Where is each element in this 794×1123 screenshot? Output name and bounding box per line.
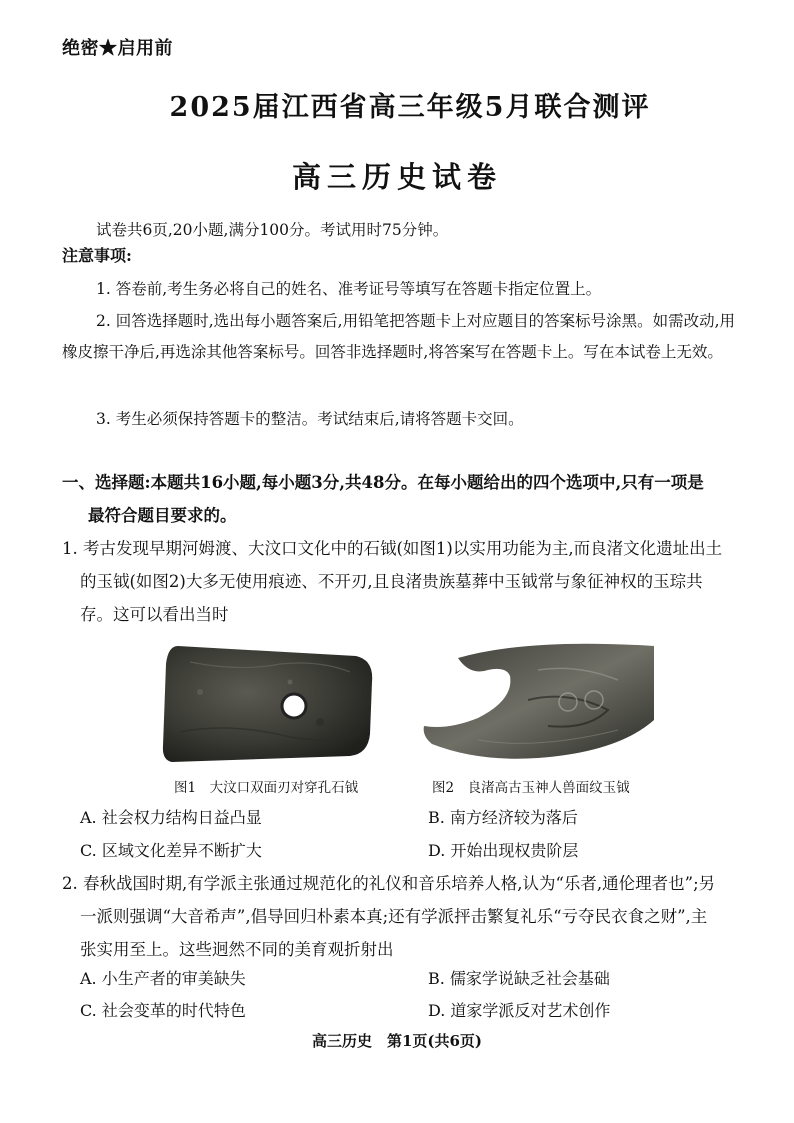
notice-heading: 注意事项: (62, 246, 132, 265)
option-b: B. 南方经济较为落后 (428, 808, 578, 827)
option-d: D. 道家学派反对艺术创作 (428, 1001, 611, 1020)
stone-axe-image (160, 642, 378, 764)
option-a: A. 小生产者的审美缺失 (80, 969, 246, 988)
notice-item: 1. 答卷前,考生务必将自己的姓名、准考证号等填写在答题卡指定位置上。 (96, 280, 602, 298)
question-line: 存。这可以看出当时 (80, 605, 229, 624)
figure-1-caption: 图1 大汶口双面刃对穿孔石钺 (174, 780, 359, 796)
section-heading-line: 一、选择题:本题共16小题,每小题3分,共48分。在每小题给出的四个选项中,只有一项是 (62, 473, 704, 492)
option-a: A. 社会权力结构日益凸显 (80, 808, 262, 827)
question-line: 2. 春秋战国时期,有学派主张通过规范化的礼仪和音乐培养人格,认为“乐者,通伦理者也”;另 (62, 874, 716, 893)
section-heading-line: 最符合题目要求的。 (88, 506, 237, 525)
notice-item: 3. 考生必须保持答题卡的整洁。考试结束后,请将答题卡交回。 (96, 410, 524, 428)
question-line: 一派则强调“大音希声”,倡导回归朴素本真;还有学派抨击繁复礼乐“亏夺民衣食之财”,主 (80, 907, 708, 926)
question-line: 张实用至上。这些迥然不同的美育观折射出 (80, 940, 394, 959)
option-b: B. 儒家学说缺乏社会基础 (428, 969, 610, 988)
question-line: 的玉钺(如图2)大多无使用痕迹、不开刃,且良渚贵族墓葬中玉钺常与象征神权的玉琮共 (80, 572, 703, 591)
notice-item: 2. 回答选择题时,选出每小题答案后,用铅笔把答题卡上对应题目的答案标号涂黑。如需改动,用橡皮擦干净后,再选涂其他答案标号。回答非选择题时,将答案写在答题卡上。写在本试卷上无效。 (62, 312, 735, 361)
figure-2-caption: 图2 良渚高古玉神人兽面纹玉钺 (432, 780, 630, 796)
question-1-stem (62, 532, 742, 631)
option-c: C. 区域文化差异不断扩大 (80, 841, 262, 860)
option-d: D. 开始出现权贵阶层 (428, 841, 579, 860)
option-c: C. 社会变革的时代特色 (80, 1001, 246, 1020)
question-line: 1. 考古发现早期河姆渡、大汶口文化中的石钺(如图1)以实用功能为主,而良渚文化遗址出土 (62, 539, 723, 558)
jade-axe-image (418, 640, 658, 768)
question-2-stem (62, 867, 742, 966)
section-heading (62, 466, 742, 532)
page-footer: 高三历史 第1页(共6页) (311, 1032, 483, 1050)
confidential-label: 绝密★启用前 (62, 38, 173, 59)
exam-subject-title: 高三历史试卷 (291, 160, 502, 194)
exam-info: 试卷共6页,20小题,满分100分。考试用时75分钟。 (96, 221, 449, 239)
exam-title: 2025届江西省高三年级5月联合测评 (169, 92, 651, 123)
